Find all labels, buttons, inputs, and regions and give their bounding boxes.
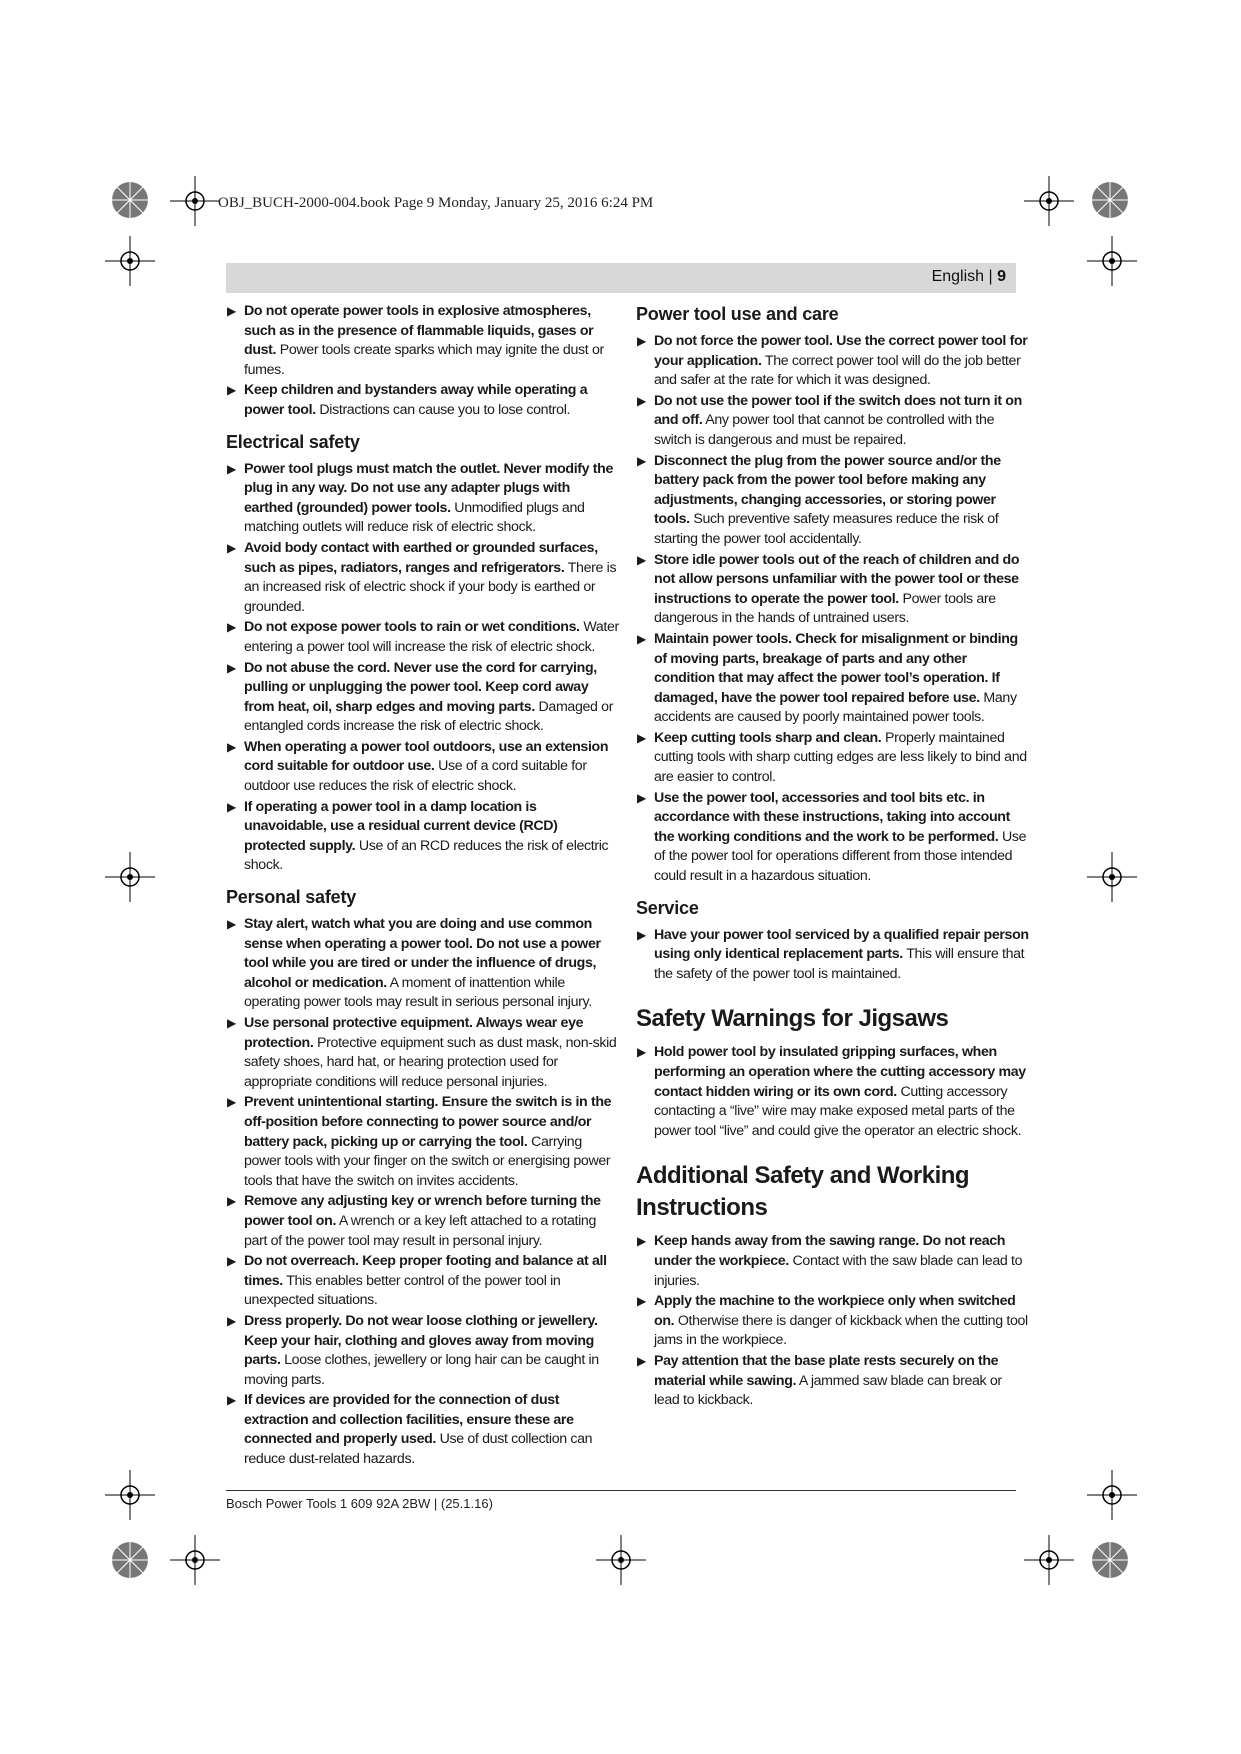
instruction-lead: Keep children and bystanders away while operating a power tool. xyxy=(244,382,588,418)
safety-instruction-item xyxy=(636,926,1030,985)
subheading-power-tool-use-and-care: Power tool use and care xyxy=(636,304,839,324)
bullet-arrow-icon: ▶ xyxy=(227,1254,236,1269)
instruction-lead: Do not abuse the cord. Never use the cord for carrying, pulling or unplugging the power tool. Keep cord away from heat, oil, sharp edges and moving parts. xyxy=(244,659,597,715)
crosshair-mark-icon xyxy=(105,852,155,902)
crosshair-mark-icon xyxy=(1087,236,1137,286)
instruction-text: This enables better control of the power tool in unexpected situations. xyxy=(244,1272,561,1309)
instruction-text: A wrench or a key left attached to a rotating part of the power tool may result in personal injury. xyxy=(244,1212,596,1249)
instruction-lead: Maintain power tools. Check for misalignment or binding of moving parts, breakage of parts and any other condition that may affect the power tool’s operation. If damaged, have the power tool repaired before use. xyxy=(654,630,1018,706)
instruction-text: Damaged or entangled cords increase the risk of electric shock. xyxy=(244,698,614,735)
crosshair-mark-icon xyxy=(105,1470,155,1520)
safety-instruction-item xyxy=(636,332,1030,391)
instruction-lead: Avoid body contact with earthed or grounded surfaces, such as pipes, radiators, ranges and refrigerators. xyxy=(244,539,598,576)
instruction-text: Use of dust collection can reduce dust-related hazards. xyxy=(244,1431,593,1468)
crosshair-mark-icon xyxy=(596,1535,646,1585)
instruction-lead: Have your power tool serviced by a qualified repair person using only identical replacement parts. xyxy=(654,926,1029,963)
instruction-text: Protective equipment such as dust mask, non-skid safety shoes, hard hat, or hearing protection used for appropriate conditions will reduce personal injuries. xyxy=(244,1034,617,1090)
bullet-arrow-icon: ▶ xyxy=(227,304,236,318)
bullet-arrow-icon: ▶ xyxy=(637,1353,646,1368)
safety-instruction-item xyxy=(226,738,621,797)
section-title-safety-warnings-for-jigsaws: Safety Warnings for Jigsaws xyxy=(636,1005,949,1033)
bullet-arrow-icon: ▶ xyxy=(227,540,236,555)
instruction-text: A moment of inattention while operating power tools may result in serious personal injury. xyxy=(244,974,592,1011)
safety-instruction-item xyxy=(226,659,621,737)
instruction-lead: Do not use the power tool if the switch does not turn it on and off. xyxy=(654,392,1022,429)
footer-divider xyxy=(226,1490,1016,1491)
instruction-text: Such preventive safety measures reduce the risk of starting the power tool accidentally. xyxy=(654,511,999,547)
safety-instruction-item xyxy=(226,381,621,420)
bullet-arrow-icon: ▶ xyxy=(637,453,646,468)
instruction-lead: Apply the machine to the workpiece only when switched on. xyxy=(654,1293,1016,1329)
instruction-lead: If devices are provided for the connection of dust extraction and collection facilities, ensure these are connected and properly used. xyxy=(244,1392,574,1448)
crosshair-mark-icon xyxy=(1087,1470,1137,1520)
instruction-lead: Prevent unintentional starting. Ensure the switch is in the off-position before connecting to power source and/or battery pack, picking up or carrying the tool. xyxy=(244,1094,612,1150)
safety-instruction-item xyxy=(636,1232,1030,1291)
instruction-text: Carrying power tools with your finger on the switch or energising power tools that have the switch on invites accidents. xyxy=(244,1133,611,1189)
safety-instruction-item xyxy=(226,915,621,1013)
bullet-arrow-icon: ▶ xyxy=(227,739,236,754)
page-header-bar xyxy=(226,263,1016,293)
header-language: English xyxy=(931,268,985,285)
instruction-lead: If operating a power tool in a damp location is unavoidable, use a residual current device (RCD) protected supply. xyxy=(244,798,558,854)
bullet-arrow-icon: ▶ xyxy=(227,1095,236,1110)
instruction-text: Contact with the saw blade can lead to injuries. xyxy=(654,1252,1023,1289)
bullet-arrow-icon: ▶ xyxy=(227,660,236,675)
instruction-text: Use of the power tool for operations different from those intended could result in a hazardous situation. xyxy=(654,828,1027,885)
safety-instruction-item xyxy=(226,618,621,657)
instruction-text: Properly maintained cutting tools with sharp cutting edges are less likely to bind and are easier to control. xyxy=(654,729,1027,786)
bullet-arrow-icon: ▶ xyxy=(637,1294,646,1309)
instruction-text: The correct power tool will do the job better and safer at the rate for which it was designed. xyxy=(654,352,1021,389)
safety-instruction-item xyxy=(226,1093,621,1191)
section-title-additional-safety-and-working-instructions: Additional Safety and Working Instructions xyxy=(636,1162,970,1222)
bullet-arrow-icon: ▶ xyxy=(227,799,236,814)
right-column xyxy=(636,302,1030,1412)
safety-instruction-item xyxy=(226,1391,621,1469)
instruction-text: Distractions can cause you to lose control. xyxy=(315,401,571,418)
instruction-lead: Do not operate power tools in explosive atmospheres, such as in the presence of flammable liquids, gases or dust. xyxy=(244,303,594,359)
bullet-arrow-icon: ▶ xyxy=(637,334,646,348)
bullet-arrow-icon: ▶ xyxy=(227,383,236,398)
registration-mark-icon xyxy=(1090,180,1130,220)
crosshair-mark-icon xyxy=(1087,852,1137,902)
safety-instruction-item xyxy=(636,729,1030,788)
safety-instruction-item xyxy=(226,460,621,538)
registration-mark-icon xyxy=(110,1540,150,1580)
bullet-arrow-icon: ▶ xyxy=(227,461,236,476)
instruction-lead: Stay alert, watch what you are doing and use common sense when operating a power tool. Do not use a power tool while you are tired or under the influence of drugs, alcohol or medication. xyxy=(244,916,601,991)
instruction-text: Power tools are dangerous in the hands of untrained users. xyxy=(654,590,996,627)
instruction-lead: Keep hands away from the sawing range. Do not reach under the workpiece. xyxy=(654,1233,1006,1269)
instruction-text: Loose clothes, jewellery or long hair can be caught in moving parts. xyxy=(244,1352,599,1388)
safety-instruction-item xyxy=(226,302,621,380)
instruction-lead: Use the power tool, accessories and tool bits etc. in accordance with these instructions, taking into account the working conditions and the work to be performed. xyxy=(654,789,1010,845)
instruction-lead: Disconnect the plug from the power source and/or the battery pack from the power tool before making any adjustments, changing accessories, or storing power tools. xyxy=(654,452,1001,528)
registration-mark-icon xyxy=(110,180,150,220)
bullet-arrow-icon: ▶ xyxy=(227,1194,236,1209)
instruction-lead: Keep cutting tools sharp and clean. xyxy=(654,729,882,746)
instruction-text: Power tools create sparks which may ignite the dust or fumes. xyxy=(244,342,604,378)
instruction-text: This will ensure that the safety of the power tool is maintained. xyxy=(654,946,1025,982)
safety-instruction-item xyxy=(226,1312,621,1390)
safety-instruction-item xyxy=(226,798,621,876)
instruction-lead: Hold power tool by insulated gripping surfaces, when performing an operation where the cutting accessory may contact hidden wiring or its own cord. xyxy=(654,1044,1026,1100)
safety-instruction-item xyxy=(636,452,1030,550)
subheading-personal-safety: Personal safety xyxy=(226,887,357,908)
safety-instruction-item xyxy=(636,551,1030,629)
safety-instruction-item xyxy=(636,1043,1030,1141)
bullet-arrow-icon: ▶ xyxy=(637,790,646,805)
instruction-text: Use of a cord suitable for outdoor use reduces the risk of electric shock. xyxy=(244,758,587,795)
instruction-text: Unmodified plugs and matching outlets will reduce risk of electric shock. xyxy=(244,499,585,536)
footer: Bosch Power Tools 1 609 92A 2BW | (25.1.16) xyxy=(226,1496,493,1511)
instruction-text: Any power tool that cannot be controlled with the switch is dangerous and must be repaired. xyxy=(654,412,995,448)
crosshair-mark-icon xyxy=(1024,1535,1074,1585)
instruction-text: Water entering a power tool will increase the risk of electric shock. xyxy=(244,619,619,655)
instruction-lead: When operating a power tool outdoors, use an extension cord suitable for outdoor use. xyxy=(244,738,609,775)
safety-instruction-item xyxy=(226,539,621,617)
instruction-lead: Dress properly. Do not wear loose clothing or jewellery. Keep your hair, clothing and gloves away from moving parts. xyxy=(244,1312,598,1369)
instruction-lead: Do not overreach. Keep proper footing and balance at all times. xyxy=(244,1253,607,1289)
page-header xyxy=(932,268,1006,286)
bullet-arrow-icon: ▶ xyxy=(637,730,646,745)
crosshair-mark-icon xyxy=(105,236,155,286)
safety-instruction-item xyxy=(636,1292,1030,1351)
header-separator: | xyxy=(984,268,998,285)
bullet-arrow-icon: ▶ xyxy=(227,917,236,932)
crosshair-mark-icon xyxy=(170,176,220,226)
instruction-text: There is an increased risk of electric shock if your body is earthed or grounded. xyxy=(244,559,617,615)
bullet-arrow-icon: ▶ xyxy=(637,631,646,646)
crosshair-mark-icon xyxy=(1024,176,1074,226)
subheading-service: Service xyxy=(636,897,699,918)
registration-mark-icon xyxy=(1090,1540,1130,1580)
instruction-lead: Store idle power tools out of the reach of children and do not allow persons unfamiliar with the power tool or these instructions to operate the power tool. xyxy=(654,551,1020,607)
bullet-arrow-icon: ▶ xyxy=(227,620,236,635)
bullet-arrow-icon: ▶ xyxy=(227,1016,236,1030)
subheading-electrical-safety: Electrical safety xyxy=(226,431,360,452)
safety-instruction-item xyxy=(636,392,1030,451)
bullet-arrow-icon: ▶ xyxy=(227,1313,236,1328)
safety-instruction-item xyxy=(636,630,1030,728)
bullet-arrow-icon: ▶ xyxy=(637,1234,646,1249)
bullet-arrow-icon: ▶ xyxy=(637,927,646,942)
instruction-lead: Power tool plugs must match the outlet. Never modify the plug in any way. Do not use any adapter plugs with earthed (grounded) power tools. xyxy=(244,460,614,516)
instruction-lead: Remove any adjusting key or wrench before turning the power tool on. xyxy=(244,1193,601,1229)
instruction-lead: Do not expose power tools to rain or wet conditions. xyxy=(244,619,580,636)
page-number: 9 xyxy=(997,268,1006,285)
left-column xyxy=(226,302,621,1471)
bullet-arrow-icon: ▶ xyxy=(637,552,646,567)
bullet-arrow-icon: ▶ xyxy=(227,1393,236,1408)
instruction-text: Many accidents are caused by poorly maintained power tools. xyxy=(654,689,1017,726)
instruction-text: Use of an RCD reduces the risk of electric shock. xyxy=(244,837,609,874)
bullet-arrow-icon: ▶ xyxy=(637,393,646,408)
instruction-lead: Use personal protective equipment. Always wear eye protection. xyxy=(244,1015,584,1051)
safety-instruction-item xyxy=(636,789,1030,887)
instruction-text: Cutting accessory contacting a “live” wire may make exposed metal parts of the power tool “live” and could give the operator an electric shock. xyxy=(654,1083,1022,1139)
instruction-lead: Pay attention that the base plate rests securely on the material while sawing. xyxy=(654,1352,999,1389)
bullet-arrow-icon: ▶ xyxy=(637,1045,646,1060)
safety-instruction-item xyxy=(226,1252,621,1311)
instruction-lead: Do not force the power tool. Use the correct power tool for your application. xyxy=(654,333,1028,369)
instruction-text: Otherwise there is danger of kickback when the cutting tool jams in the workpiece. xyxy=(654,1312,1028,1349)
instruction-text: A jammed saw blade can break or lead to kickback. xyxy=(654,1372,1002,1409)
safety-instruction-item xyxy=(636,1352,1030,1411)
safety-instruction-item xyxy=(226,1192,621,1251)
file-slug: OBJ_BUCH-2000-004.book Page 9 Monday, January 25, 2016 6:24 PM xyxy=(218,195,654,211)
safety-instruction-item xyxy=(226,1014,621,1092)
crosshair-mark-icon xyxy=(170,1535,220,1585)
